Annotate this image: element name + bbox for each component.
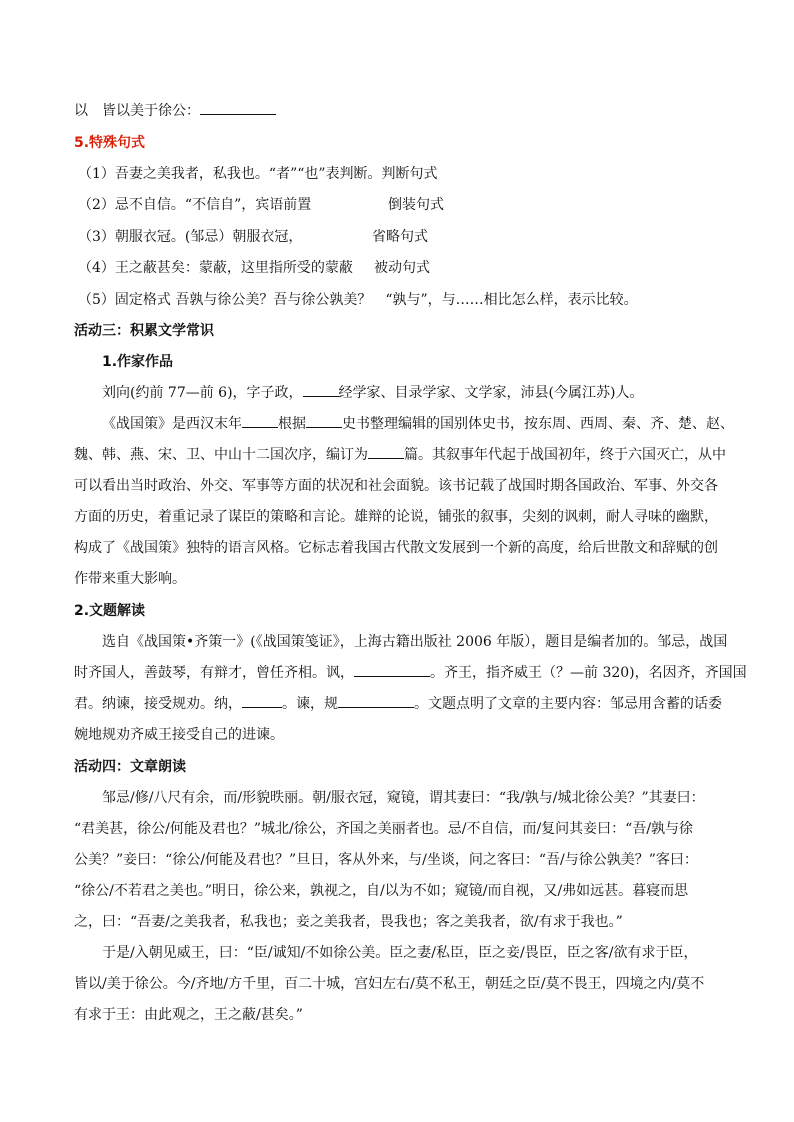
item-type: 倒装句式 [388,197,444,213]
zgc-line-3: 可以看出当时政治、外交、军事等方面的状况和社会面貌。该书记载了战国时期各国政治、军事、外交各 [74,478,718,494]
item-text: （2）忌不自信。“不信自”，宾语前置 [78,197,312,213]
title-line-4: 婉地规劝齐威王接受自己的进谏。 [74,727,284,743]
line-yi [74,101,276,121]
liu-xiang-line: 刘向(约前 77—前 6)，字子政， 经学家、目录学家、文学家，沛县(今属江苏)人。 [102,385,644,401]
sentence-item-5 [78,290,638,310]
reading-line-4: “徐公/不若君之美也。”明日，徐公来，孰视之，自/以为不如；窥镜/而自视，又/弗如远甚。暮寝而思 [74,883,689,899]
title-line-2: 时齐国人，善鼓琴，有辩才，曾任齐相。讽， 。齐王，指齐威王（？—前 320)，名因齐，齐国国 [74,665,747,681]
reading-line-8: 有求于王：由此观之，王之蔽/甚矣。” [74,1007,303,1023]
sentence-item-2 [78,195,444,215]
item-text: （4）王之蔽甚矣：蒙蔽，这里指所受的蒙蔽 [78,260,353,276]
blank [200,101,276,115]
item-text: （3）朝服衣冠。(邹忌）朝服衣冠， [78,229,303,245]
reading-line-7: 皆以/美于徐公。今/齐地/方千里，百二十城，宫妇左右/莫不私王，朝廷之臣/莫不畏王，四境之内/莫不 [74,976,705,992]
section-5-heading: 5.特殊句式 [74,135,146,151]
zgc-line-5: 构成了《战国策》独特的语言风格。它标志着我国古代散文发展到一个新的高度，给后世散文和辞赋的创 [74,540,718,556]
item-type: 被动句式 [374,260,430,276]
title-interpretation-heading: 2.文题解读 [74,603,146,619]
title-line-3: 君。纳谏，接受规劝。纳， 。谏，规 。文题点明了文章的主要内容：邹忌用含蓄的话委 [74,696,722,712]
activity-4-heading: 活动四：文章朗读 [74,759,186,775]
title-line-1: 选自《战国策•齐策一》(《战国策笺证》，上海古籍出版社 2006 年版），题目是编者加的。邹忌，战国 [102,634,728,650]
item-text: （5）固定格式 吾孰与徐公美？吾与徐公孰美？ “孰与”，与……相比怎么样，表示比较。 [78,292,638,308]
reading-line-2: “君美甚，徐公/何能及君也？”城北/徐公，齐国之美丽者也。忌/不自信，而/复问其妾曰：“吾/孰与徐 [74,821,694,837]
item-text: （1）吾妻之美我者，私我也。“者”“也”表判断。判断句式 [78,166,438,182]
sentence-item-1 [78,164,438,184]
activity-3-heading: 活动三：积累文学常识 [74,323,214,339]
zgc-line-6: 作带来重大影响。 [74,571,186,587]
reading-line-5: 之，曰：“吾妻/之美我者，私我也；妾之美我者，畏我也；客之美我者，欲/有求于我也。” [74,914,623,930]
item-type: 省略句式 [372,229,428,245]
zgc-line-4: 方面的历史，着重记录了谋臣的策略和言论。雄辩的论说，铺张的叙事，尖刻的讽刺，耐人寻味的幽默， [74,509,718,525]
reading-line-3: 公美？”妾曰：“徐公/何能及君也？”旦日，客从外来，与/坐谈，问之客曰：“吾/与徐公孰美？”客曰： [74,852,698,868]
prefix-text: 以 [74,103,102,119]
sentence-item-3 [78,227,428,247]
author-works-heading: 1.作家作品 [102,354,174,370]
sentence-text: 皆以美于徐公： [102,103,200,119]
reading-line-1: 邹忌/修/八尺有余，而/形貌昳丽。朝/服衣冠，窥镜，谓其妻曰：“我/孰与/城北徐公美？”其妻曰： [102,790,705,806]
zgc-line-2: 魏、韩、燕、宋、卫、中山十二国次序，编订为 篇。其叙事年代起于战国初年，终于六国灭亡，从中 [74,447,726,463]
reading-line-6: 于是/入朝见威王，曰：“臣/诚知/不如徐公美。臣之妻/私臣，臣之妾/畏臣，臣之客/欲有求于臣， [102,945,698,961]
sentence-item-4 [78,258,430,278]
zgc-line-1: 《战国策》是西汉末年 根据 史书整理编辑的国别体史书，按东周、西周、秦、齐、楚、赵、 [102,416,734,432]
